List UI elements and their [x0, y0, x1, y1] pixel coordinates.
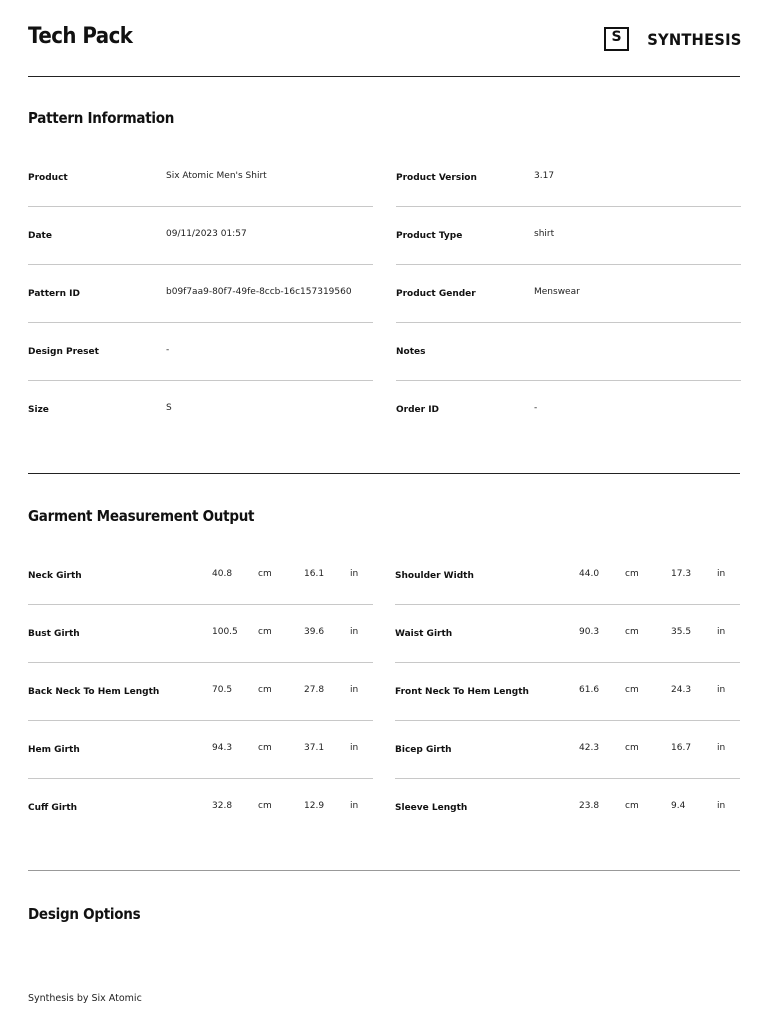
measurement-in-unit: in [717, 743, 726, 753]
field-value: shirt [534, 229, 555, 239]
field-label: Date [28, 231, 52, 241]
field-value: Menswear [534, 287, 580, 297]
measurement-label: Cuff Girth [28, 803, 78, 813]
measurement-in-value: 39.6 [304, 627, 325, 637]
measurement-cm-value: 90.3 [579, 627, 600, 637]
measurement-label: Hem Girth [28, 745, 80, 755]
pattern-info-row-product [28, 149, 373, 207]
measurement-cm-value: 100.5 [212, 627, 238, 637]
measurement-in-value: 12.9 [304, 801, 325, 811]
section-title-design-options: Design Options [28, 905, 141, 923]
measurement-row-neck-girth [28, 547, 373, 605]
measurement-label: Shoulder Width [395, 571, 474, 581]
field-value: - [534, 403, 538, 413]
pattern-info-row-product-version [396, 149, 741, 207]
section-divider [28, 473, 740, 474]
field-label: Product Version [396, 173, 477, 183]
header-divider [28, 76, 740, 77]
brand-logo [604, 27, 742, 51]
field-value: 3.17 [534, 171, 555, 181]
measurements-right-column [395, 547, 740, 837]
measurement-cm-unit: cm [258, 801, 272, 811]
measurement-in-unit: in [350, 801, 359, 811]
field-value: S [166, 403, 172, 413]
measurement-row-cuff-girth [28, 779, 373, 837]
measurement-cm-value: 61.6 [579, 685, 600, 695]
measurement-cm-value: 42.3 [579, 743, 600, 753]
section-title-pattern-information: Pattern Information [28, 109, 175, 127]
measurement-in-value: 37.1 [304, 743, 325, 753]
measurement-in-unit: in [717, 801, 726, 811]
brand-mark: S [604, 27, 629, 51]
measurement-in-unit: in [350, 685, 359, 695]
field-label: Order ID [396, 405, 440, 415]
page-title: Tech Pack [28, 24, 133, 49]
measurement-label: Front Neck To Hem Length [395, 687, 529, 697]
section-divider [28, 870, 740, 871]
measurement-row-waist-girth [395, 605, 740, 663]
measurement-cm-value: 23.8 [579, 801, 600, 811]
measurement-in-unit: in [350, 569, 359, 579]
field-label: Size [28, 405, 49, 415]
field-label: Product [28, 173, 68, 183]
field-label: Product Type [396, 231, 463, 241]
pattern-info-row-product-gender [396, 265, 741, 323]
measurement-cm-value: 32.8 [212, 801, 233, 811]
measurement-in-value: 27.8 [304, 685, 325, 695]
measurement-row-hem-girth [28, 721, 373, 779]
field-value: - [166, 345, 170, 355]
measurement-label: Bust Girth [28, 629, 80, 639]
measurement-in-unit: in [717, 685, 726, 695]
measurement-row-bicep-girth [395, 721, 740, 779]
field-label: Notes [396, 347, 426, 357]
measurement-cm-value: 44.0 [579, 569, 600, 579]
measurement-cm-unit: cm [625, 569, 639, 579]
field-value: 09/11/2023 01:57 [166, 229, 247, 239]
measurement-cm-unit: cm [625, 685, 639, 695]
measurement-label: Neck Girth [28, 571, 82, 581]
measurement-label: Bicep Girth [395, 745, 452, 755]
field-label: Pattern ID [28, 289, 80, 299]
pattern-info-row-notes [396, 323, 741, 381]
pattern-info-row-pattern-id [28, 265, 373, 323]
measurement-in-value: 16.7 [671, 743, 692, 753]
pattern-info-row-product-type [396, 207, 741, 265]
field-label: Product Gender [396, 289, 476, 299]
measurement-cm-value: 70.5 [212, 685, 233, 695]
measurement-in-unit: in [717, 627, 726, 637]
field-value: b09f7aa9-80f7-49fe-8ccb-16c157319560 [166, 287, 352, 297]
measurement-in-unit: in [350, 627, 359, 637]
measurement-in-value: 35.5 [671, 627, 692, 637]
field-value: Six Atomic Men's Shirt [166, 171, 267, 181]
pattern-info-row-order-id [396, 381, 741, 439]
measurement-in-value: 17.3 [671, 569, 692, 579]
measurement-cm-value: 40.8 [212, 569, 233, 579]
measurement-cm-unit: cm [258, 627, 272, 637]
measurements-left-column [28, 547, 373, 837]
measurement-cm-unit: cm [625, 627, 639, 637]
measurement-cm-unit: cm [258, 743, 272, 753]
measurement-row-bust-girth [28, 605, 373, 663]
brand-name: SYNTHESIS [647, 29, 742, 49]
pattern-info-row-design-preset [28, 323, 373, 381]
measurement-label: Back Neck To Hem Length [28, 687, 160, 697]
measurement-label: Sleeve Length [395, 803, 468, 813]
pattern-info-row-size [28, 381, 373, 439]
measurement-cm-value: 94.3 [212, 743, 233, 753]
measurement-in-value: 9.4 [671, 801, 686, 811]
measurement-in-value: 24.3 [671, 685, 692, 695]
measurement-in-unit: in [717, 569, 726, 579]
measurement-in-value: 16.1 [304, 569, 325, 579]
section-title-garment-measurement-output: Garment Measurement Output [28, 507, 255, 525]
measurement-row-front-neck-to-hem-length [395, 663, 740, 721]
measurement-label: Waist Girth [395, 629, 453, 639]
measurement-row-shoulder-width [395, 547, 740, 605]
measurement-cm-unit: cm [625, 743, 639, 753]
pattern-info-right-column [396, 149, 741, 439]
measurement-row-sleeve-length [395, 779, 740, 837]
pattern-info-left-column [28, 149, 373, 439]
measurement-row-back-neck-to-hem-length [28, 663, 373, 721]
field-label: Design Preset [28, 347, 99, 357]
footer-text: Synthesis by Six Atomic [28, 993, 142, 1004]
measurement-in-unit: in [350, 743, 359, 753]
measurement-cm-unit: cm [625, 801, 639, 811]
pattern-info-row-date [28, 207, 373, 265]
measurement-cm-unit: cm [258, 685, 272, 695]
measurement-cm-unit: cm [258, 569, 272, 579]
